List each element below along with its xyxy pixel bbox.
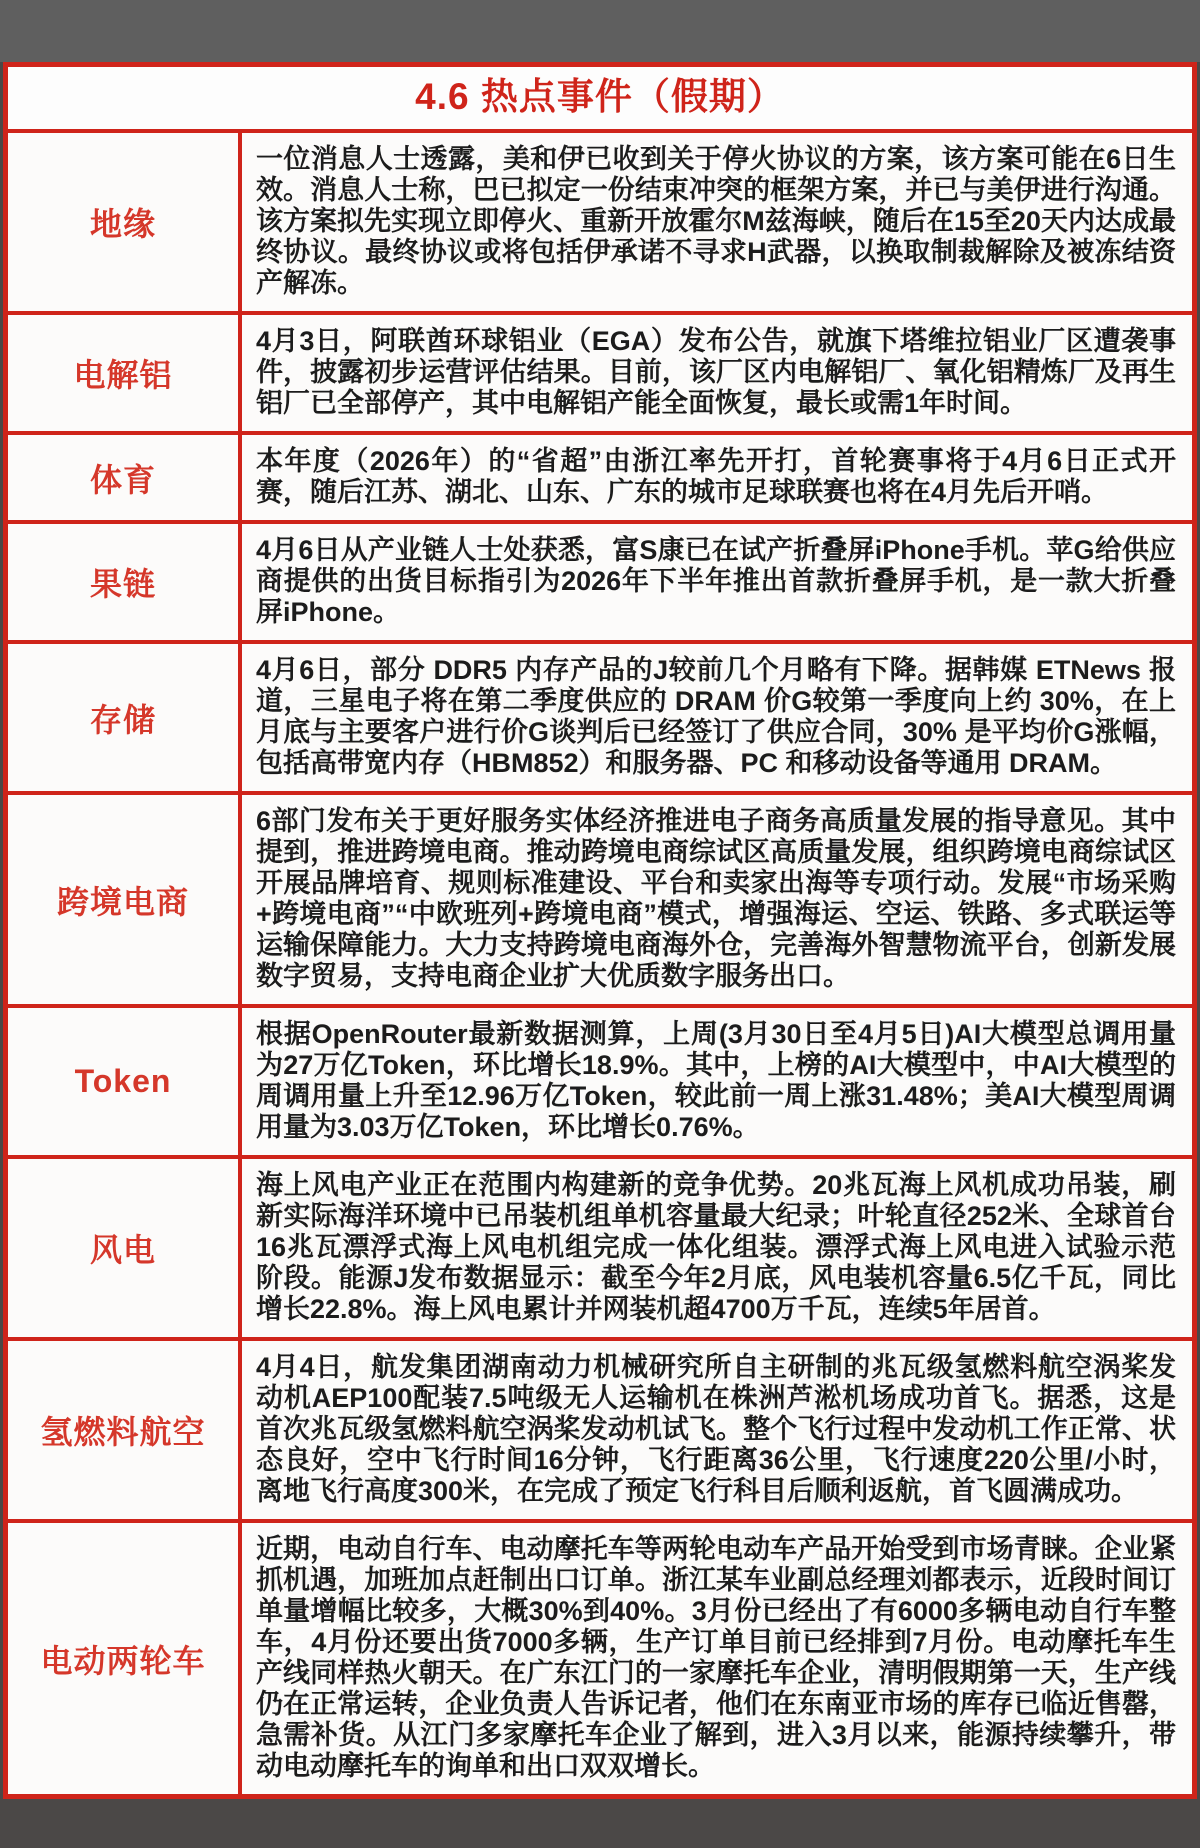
event-category-label: 跨境电商 (56, 883, 189, 920)
event-content-cell (242, 1523, 1192, 1794)
event-category-cell (8, 1159, 242, 1337)
event-content-cell (242, 1008, 1192, 1155)
event-content-text: 4月6日从产业链人士处获悉，富S康已在试产折叠屏iPhone手机。苹G给供应商提供的出货目标指引为2026年下半年推出首款折叠屏手机，是一款大折叠屏iPhone。 (256, 535, 1176, 628)
event-content-text: 近期，电动自行车、电动摩托车等两轮电动车产品开始受到市场青睐。企业紧抓机遇，加班加点赶制出口订单。浙江某车业副总经理刘都表示，近段时间订单量增幅比较多，大概30%到40%。3月份已经出了有6000多辆电动自行车整车，4月份还要出货7000多辆，生产订单目前已经排到7月份。电动摩托车生产线同样热火朝天。在广东江门的一家摩托车企业，清明假期第一天，生产线仍在正常运转，企业负责人告诉记者，他们在东南亚市场的库存已临近售罄，急需补货。从江门多家摩托车企业了解到，进入3月以来，能源持续攀升，带动电动摩托车的询单和出口双双增长。 (256, 1534, 1176, 1782)
event-category-cell (8, 435, 242, 520)
event-row (8, 1523, 1192, 1794)
event-content-text: 海上风电产业正在范围内构建新的竞争优势。20兆瓦海上风机成功吊装，刷新实际海洋环境中已吊装机组单机容量最大纪录；叶轮直径252米、全球首台16兆瓦漂浮式海上风电机组完成一体化组装。漂浮式海上风电进入试验示范阶段。能源J发布数据显示：截至今年2月底，风电装机容量6.5亿千瓦，同比增长22.8%。海上风电累计并网装机超4700万千瓦，连续5年居首。 (256, 1170, 1176, 1325)
events-table-body (8, 133, 1192, 1794)
event-row (8, 435, 1192, 524)
event-row (8, 1341, 1192, 1523)
event-category-label: Token (74, 1063, 172, 1100)
event-content-cell (242, 1159, 1192, 1337)
event-content-text: 根据OpenRouter最新数据测算，上周(3月30日至4月5日)AI大模型总调用量为27万亿Token，环比增长18.9%。其中，上榜的AI大模型中，中AI大模型的周调用量上升至12.96万亿Token，较此前一周上涨31.48%；美AI大模型周调用量为3.03万亿Token，环比增长0.76%。 (256, 1019, 1176, 1143)
event-row (8, 644, 1192, 795)
event-content-text: 4月4日，航发集团湖南动力机械研究所自主研制的兆瓦级氢燃料航空涡桨发动机AEP100配装7.5吨级无人运输机在株洲芦淞机场成功首飞。据悉，这是首次兆瓦级氢燃料航空涡桨发动机试飞。整个飞行过程中发动机工作正常、状态良好，空中飞行时间16分钟，飞行距离36公里，飞行速度220公里/小时，离地飞行高度300米，在完成了预定飞行科目后顺利返航，首飞圆满成功。 (256, 1352, 1176, 1507)
hot-events-table (3, 62, 1197, 1799)
event-content-text: 4月3日，阿联酋环球铝业（EGA）发布公告，就旗下塔维拉铝业厂区遭袭事件，披露初步运营评估结果。目前，该厂区内电解铝厂、氧化铝精炼厂及再生铝厂已全部停产，其中电解铝产能全面恢复，最长或需1年时间。 (256, 326, 1176, 419)
event-content-cell (242, 644, 1192, 791)
event-category-label: 果链 (89, 566, 156, 603)
event-content-cell (242, 795, 1192, 1004)
event-category-label: 电解铝 (73, 357, 173, 394)
event-category-label: 地缘 (89, 206, 156, 243)
event-content-cell (242, 315, 1192, 431)
event-category-cell (8, 1341, 242, 1519)
event-category-cell (8, 795, 242, 1004)
event-content-cell (242, 133, 1192, 311)
event-category-cell (8, 644, 242, 791)
event-content-text: 一位消息人士透露，美和伊已收到关于停火协议的方案，该方案可能在6日生效。消息人士称，巴已拟定一份结束冲突的框架方案，并已与美伊进行沟通。该方案拟先实现立即停火、重新开放霍尔M兹海峡，随后在15至20天内达成最终协议。最终协议或将包括伊承诺不寻求H武器，以换取制裁解除及被冻结资产解冻。 (256, 144, 1176, 299)
event-category-label: 氢燃料航空 (40, 1414, 206, 1451)
event-row (8, 315, 1192, 435)
event-row (8, 133, 1192, 315)
event-category-cell (8, 1523, 242, 1794)
event-content-cell (242, 435, 1192, 520)
page-title: 4.6 热点事件（假期） (415, 76, 785, 117)
event-category-label: 体育 (89, 461, 156, 498)
event-row (8, 795, 1192, 1008)
event-row (8, 1008, 1192, 1159)
event-category-cell (8, 524, 242, 640)
event-content-text: 4月6日，部分 DDR5 内存产品的J较前几个月略有下降。据韩媒 ETNews 报道，三星电子将在第二季度供应的 DRAM 价G较第一季度向上约 30%，在上月底与主要客户进行价G谈判后已经签订了供应合同，30% 是平均价G涨幅，包括高带宽内存（HBM852）和服务器、PC 和移动设备等通用 DRAM。 (256, 655, 1176, 779)
event-row (8, 1159, 1192, 1341)
event-content-cell (242, 524, 1192, 640)
event-category-label: 风电 (89, 1232, 156, 1269)
table-title-row (8, 67, 1192, 133)
event-category-cell (8, 315, 242, 431)
event-content-text: 本年度（2026年）的“省超”由浙江率先开打，首轮赛事将于4月6日正式开赛，随后江苏、湖北、山东、广东的城市足球联赛也将在4月先后开哨。 (256, 446, 1176, 508)
event-row (8, 524, 1192, 644)
event-category-label: 存储 (89, 701, 156, 738)
event-content-cell (242, 1341, 1192, 1519)
event-content-text: 6部门发布关于更好服务实体经济推进电子商务高质量发展的指导意见。其中提到，推进跨境电商。推动跨境电商综试区高质量发展，组织跨境电商综试区开展品牌培育、规则标准建设、平台和卖家出海等专项行动。发展“市场采购+跨境电商”“中欧班列+跨境电商”模式，增强海运、空运、铁路、多式联运等运输保障能力。大力支持跨境电商海外仓，完善海外智慧物流平台，创新发展数字贸易，支持电商企业扩大优质数字服务出口。 (256, 806, 1176, 992)
event-category-cell (8, 1008, 242, 1155)
event-category-cell (8, 133, 242, 311)
event-category-label: 电动两轮车 (40, 1642, 206, 1679)
top-gray-bar (0, 0, 1200, 62)
